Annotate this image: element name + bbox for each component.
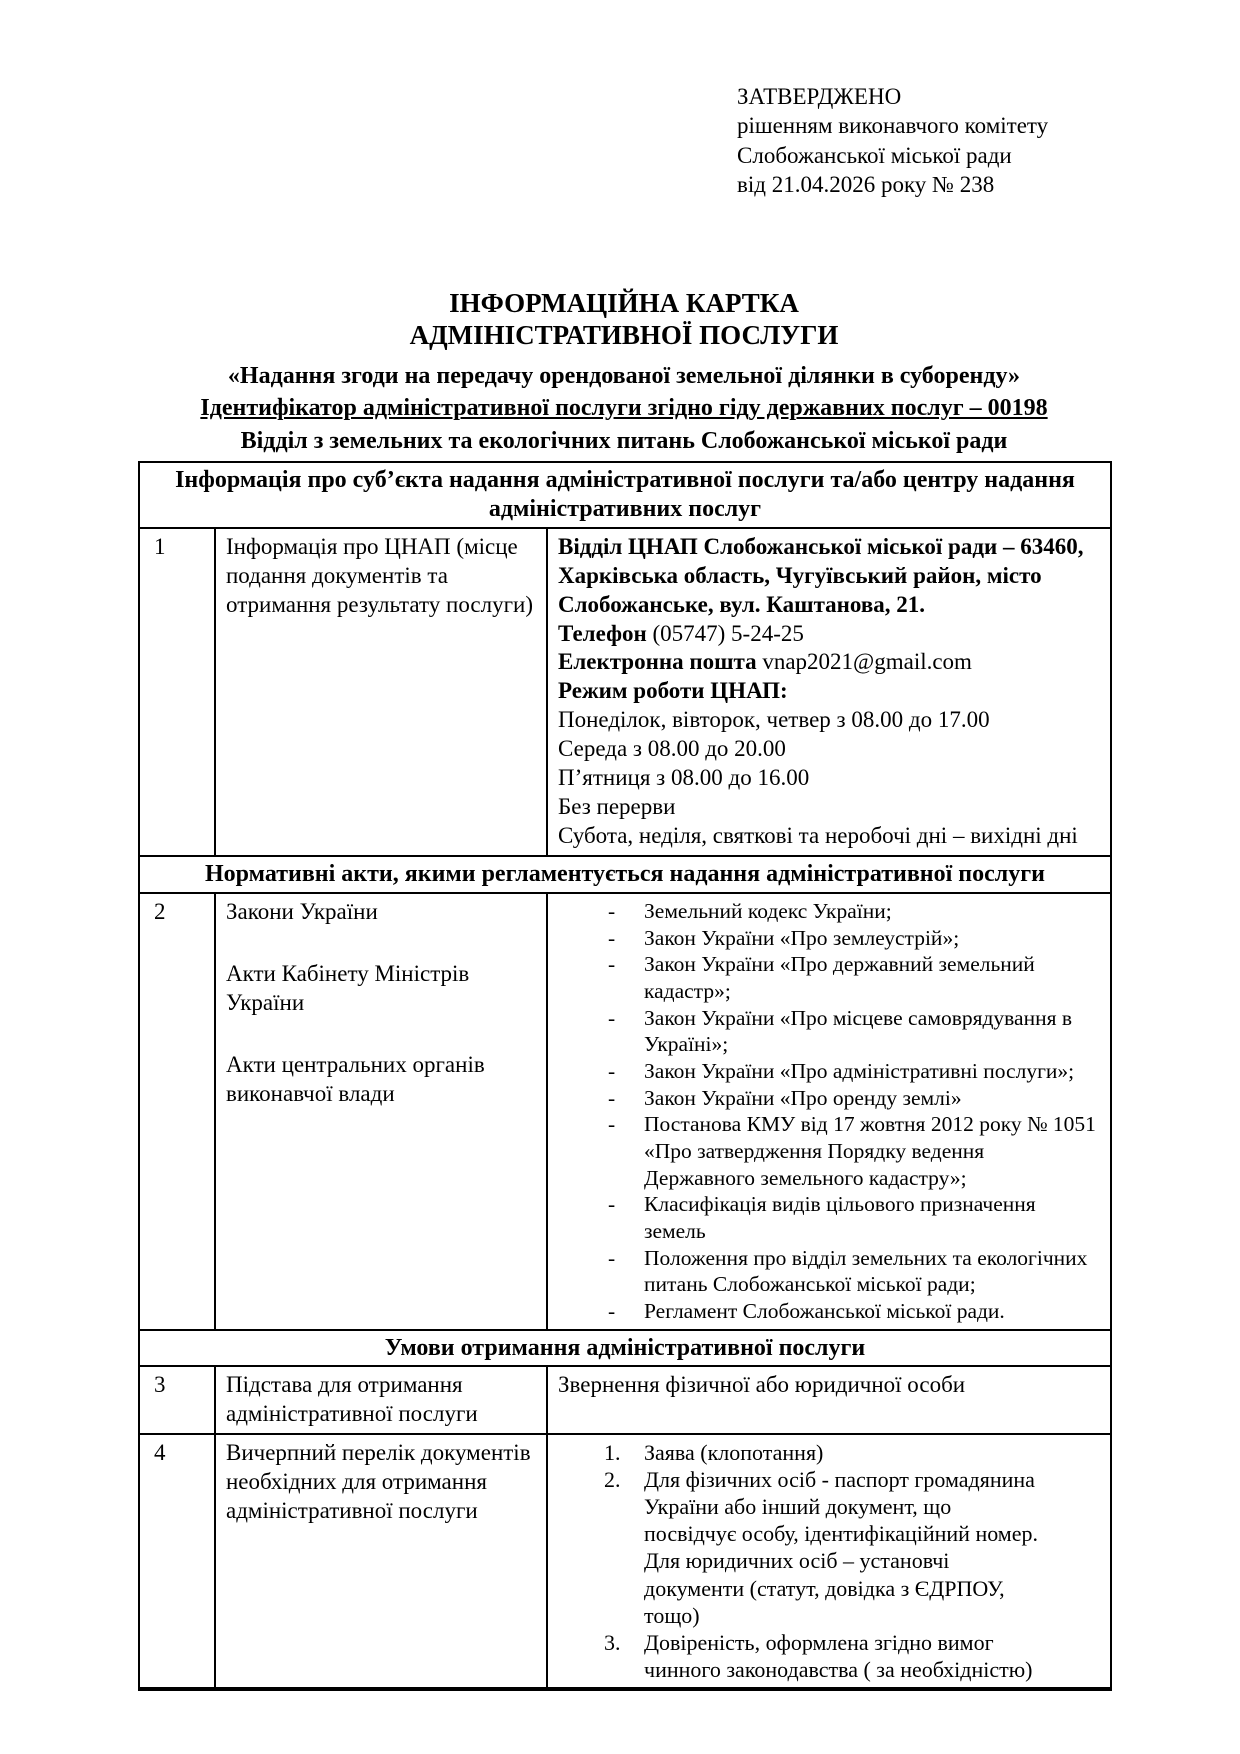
list-item: - Класифікація видів цільового призначення земель (644, 1191, 1100, 1244)
list-item: - Закон України «Про державний земельний кадастр»; (644, 951, 1100, 1004)
row-label: Інформація про ЦНАП (місце подання документів та отримання результату послуги) (216, 529, 548, 856)
email-line (558, 648, 1100, 677)
service-identifier: Ідентифікатор адміністративної послуги згідно гіду державних послуг – 00198 (200, 394, 1048, 421)
service-name-title: «Надання згоди на передачу орендованої земельної ділянки в суборенду» (227, 362, 1021, 389)
list-item: Довіреність, оформлена згідно вимог чинного законодавства ( за необхідністю) (644, 1629, 1033, 1682)
grounds-value: Звернення фізичної або юридичної особи (558, 1372, 966, 1398)
table-row-legal-acts (140, 894, 1110, 1331)
law-category: Закони України (226, 899, 378, 925)
list-item: - Закон України «Про землеустрій»; (644, 925, 1100, 952)
list-item: Для фізичних осіб - паспорт громадянина України або інший документ, що посвідчує особу, ідентифікаційний номер. Для юридичних осіб – установчі документи (статут, довідка з ЄДРПОУ, тощо) (644, 1467, 1038, 1628)
phone-label: Телефон (558, 620, 647, 646)
list-item: - Закон України «Про місцеве самоврядування в Україні»; (644, 1005, 1100, 1058)
list-item: - Постанова КМУ від 17 жовтня 2012 року № 1051 «Про затвердження Порядку ведення Державного земельного кадастру»; (644, 1111, 1100, 1191)
section-header-subject-info: Інформація про суб’єкта надання адміністративної послуги та/або центру надання адміністративних послуг (140, 463, 1110, 529)
section-header-conditions: Умови отримання адміністративної послуги (140, 1331, 1110, 1368)
table-row-cnap-info (140, 529, 1110, 858)
section-header-legal-acts: Нормативні акти, якими регламентується надання адміністративної послуги (140, 857, 1110, 894)
phone-line (558, 620, 1100, 649)
page-title-line2: АДМІНІСТРАТИВНОЇ ПОСЛУГИ (409, 319, 839, 350)
approval-line: рішенням виконавчого комітету (737, 113, 1049, 139)
row-label: Підстава для отримання адміністративної послуги (216, 1367, 548, 1433)
schedule-line: П’ятниця з 08.00 до 16.00 (558, 765, 810, 791)
legal-acts-cell (548, 894, 1110, 1329)
legal-acts-list (558, 898, 1100, 1325)
schedule-line: Середа з 08.00 до 20.00 (558, 736, 786, 762)
approval-line: від 21.04.2026 року № 238 (737, 172, 995, 198)
approval-line: ЗАТВЕРДЖЕНО (737, 84, 902, 109)
approval-block (737, 82, 1048, 200)
row-number: 4 (140, 1435, 216, 1686)
cnap-address: Відділ ЦНАП Слобожанської міської ради – 63460, Харківська область, Чугуївський район, місто Слобожанське, вул. Каштанова, 21. (558, 533, 1084, 617)
department-name: Відділ з земельних та екологічних питань Слобожанської міської ради (240, 427, 1008, 454)
row-label: Вичерпний перелік документів необхідних для отримання адміністративної послуги (216, 1435, 548, 1686)
list-item: - Положення про відділ земельних та екологічних питань Слобожанської міської ради; (644, 1245, 1100, 1298)
schedule-line: Субота, неділя, святкові та неробочі дні – вихідні дні (558, 823, 1078, 849)
law-category: Акти Кабінету Міністрів України (226, 961, 470, 1015)
info-card-table (138, 461, 1112, 1691)
list-item: - Регламент Слобожанської міської ради. (644, 1298, 1100, 1325)
approval-line: Слобожанської міської ради (737, 142, 1012, 168)
cnap-details (548, 529, 1110, 856)
list-item: Заява (клопотання) (644, 1440, 824, 1466)
row-number: 1 (140, 529, 216, 856)
row-number: 3 (140, 1367, 216, 1433)
phone-value: (05747) 5-24-25 (646, 620, 804, 646)
title-block (134, 288, 1114, 456)
list-item: - Земельний кодекс України; (644, 898, 1100, 925)
schedule-line: Без перерви (558, 794, 676, 820)
page-title-line1: ІНФОРМАЦІЙНА КАРТКА (449, 288, 799, 318)
documents-list (558, 1439, 1100, 1682)
table-row-documents (140, 1435, 1110, 1688)
email-value: vnap2021@gmail.com (756, 649, 972, 675)
table-row-grounds (140, 1367, 1110, 1435)
schedule-line: Понеділок, вівторок, четвер з 08.00 до 17.00 (558, 707, 990, 733)
list-item: - Закон України «Про адміністративні послуги»; (644, 1058, 1100, 1085)
documents-cell (548, 1435, 1110, 1686)
schedule-label: Режим роботи ЦНАП: (558, 678, 788, 704)
list-item: - Закон України «Про оренду землі» (644, 1085, 1100, 1112)
email-label: Електронна пошта (558, 649, 757, 675)
row-label (216, 894, 548, 1329)
law-category: Акти центральних органів виконавчої влади (226, 1051, 485, 1106)
row-number: 2 (140, 894, 216, 1329)
